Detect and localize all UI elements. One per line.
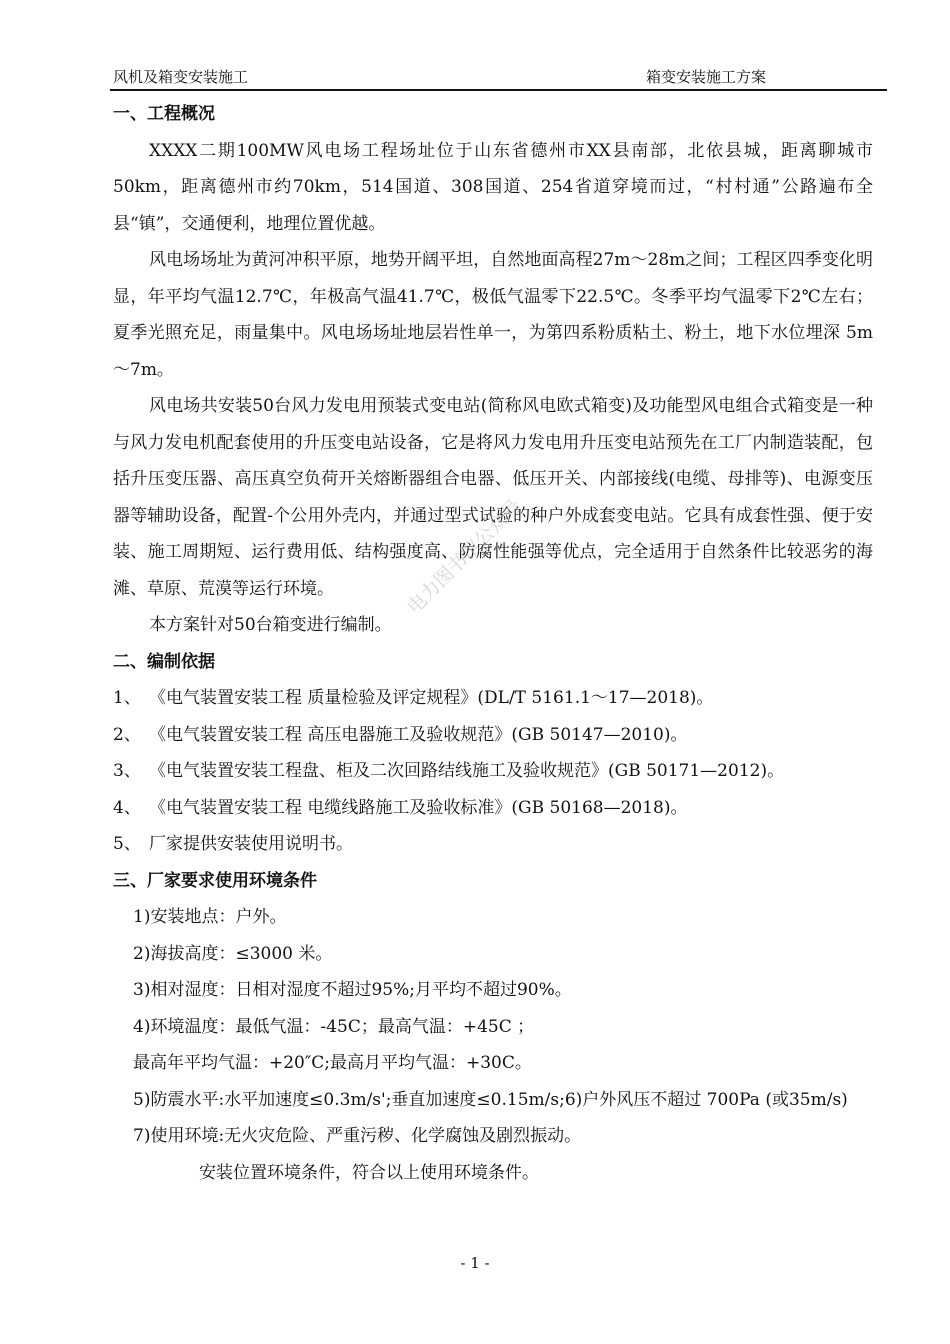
reference-item bbox=[113, 753, 873, 790]
reference-item bbox=[113, 790, 873, 827]
header-right-title: 箱变安装施工方案 bbox=[646, 68, 767, 86]
condition-environment: 7)使用环境:无火灾危险、严重污秽、化学腐蚀及剧烈振动。 bbox=[133, 1126, 582, 1146]
reference-text: 《电气装置安装工程 高压电器施工及验收规范》(GB 50147—2010)。 bbox=[149, 724, 688, 745]
reference-number: 3、 bbox=[113, 761, 141, 781]
section-1-paragraph-4: 本方案针对50台箱变进行编制。 bbox=[149, 615, 392, 635]
document-body bbox=[113, 96, 873, 1191]
reference-text: 《电气装置安装工程 质量检验及评定规程》(DL/T 5161.1～17—2018)。 bbox=[149, 688, 714, 708]
header-left-title: 风机及箱变安装施工 bbox=[113, 68, 249, 86]
reference-text: 《电气装置安装工程 电缆线路施工及验收标准》(GB 50168—2018)。 bbox=[149, 797, 688, 818]
section-1-paragraph-1: XXXX二期100MW风电场工程场址位于山东省德州市XX县南部，北依县城，距离聊城市50km，距离德州市约70km，514国道、308国道、254省道穿境而过，“村村通”公路遍布全县“镇”，交通便利，地理位置优越。 bbox=[113, 140, 873, 234]
page-number: - 1 - bbox=[460, 1254, 490, 1272]
section-1-paragraph-2: 风电场场址为黄河冲积平原，地势开阔平坦，自然地面高程27m～28m之间；工程区四季变化明显，年平均气温12.7℃，年极高气温41.7℃，极低气温零下22.5℃。冬季平均气温零下2℃左右；夏季光照充足，雨量集中。风电场场址地层岩性单一，为第四系粉质粘土、粉土，地下水位埋深 5m～7m。 bbox=[113, 250, 873, 380]
section-1-heading: 一、工程概况 bbox=[113, 104, 215, 124]
condition-temperature: 4)环境温度：最低气温：-45C；最高气温：+45C ； bbox=[133, 1016, 535, 1037]
condition-install-location: 1)安装地点：户外。 bbox=[133, 907, 287, 927]
reference-number: 1、 bbox=[113, 688, 141, 708]
watermark-text: 电力图书馆公众号 bbox=[402, 495, 526, 619]
reference-text: 厂家提供安装使用说明书。 bbox=[149, 834, 353, 854]
section-3-heading: 三、厂家要求使用环境条件 bbox=[113, 870, 317, 891]
section-2-heading: 二、编制依据 bbox=[113, 651, 215, 672]
reference-number: 5、 bbox=[113, 834, 141, 854]
section-1-paragraph-3: 风电场共安装50台风力发电用预装式变电站(简称风电欧式箱变)及功能型风电组合式箱变是一种与风力发电机配套使用的升压变电站设备，它是将风力发电用升压变电站预先在工厂内制造装配，包括升压变压器、高压真空负荷开关熔断器组合电器、低压开关、内部接线(电缆、母排等)、电源变压器等辅助设备，配置-个公用外壳内，并通过型式试验的种户外成套变电站。它具有成套性强、便于安装、施工周期短、运行费用低、结构强度高、防腐性能强等优点，完全适用于自然条件比较恶劣的海滩、草原、荒漠等运行环境。 bbox=[113, 396, 873, 599]
reference-number: 4、 bbox=[113, 797, 141, 818]
condition-humidity: 3)相对湿度：日相对湿度不超过95%;月平均不超过90%。 bbox=[133, 980, 572, 1000]
header-divider bbox=[110, 89, 887, 91]
reference-item bbox=[113, 717, 873, 754]
reference-item bbox=[113, 680, 873, 717]
reference-number: 2、 bbox=[113, 724, 141, 745]
condition-altitude: 2)海拔高度：≤3000 米。 bbox=[133, 943, 333, 964]
reference-text: 《电气装置安装工程盘、柜及二次回路结线施工及验收规范》(GB 50171—2012)。 bbox=[149, 761, 785, 781]
condition-conclusion: 安装位置环境条件，符合以上使用环境条件。 bbox=[199, 1162, 539, 1183]
condition-seismic-wind: 5)防震水平:水平加速度≤0.3m/s';垂直加速度≤0.15m/s;6)户外风压不超过 700Pa (或35m/s) bbox=[133, 1089, 848, 1110]
condition-temperature-average: 最高年平均气温：+20″C;最高月平均气温：+30C。 bbox=[133, 1053, 532, 1073]
reference-item bbox=[113, 826, 873, 863]
